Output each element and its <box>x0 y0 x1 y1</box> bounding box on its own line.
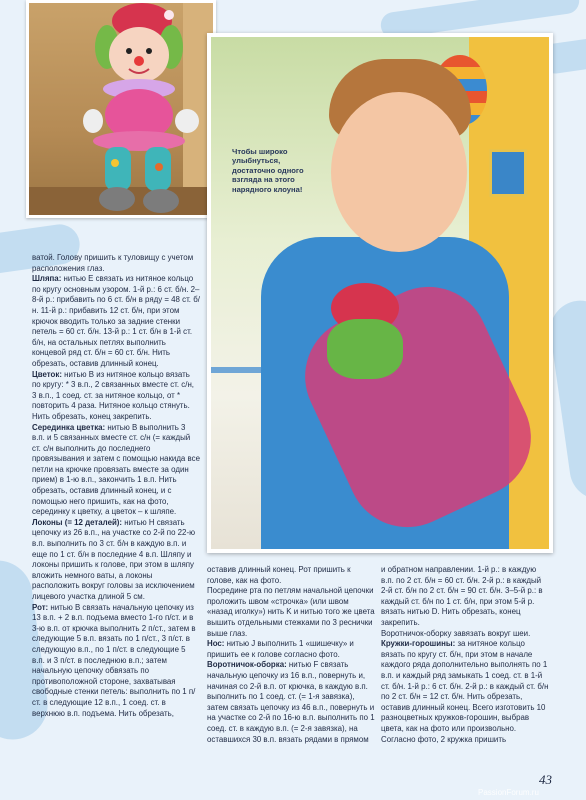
paragraph: ватой. Голову пришить к туловищу с учетом расположения глаз. <box>32 253 194 273</box>
clown-toy-photo <box>26 0 216 218</box>
paragraph: оставив длинный конец. Рот пришить к голове, как на фото. <box>207 565 351 585</box>
paragraph: Воротничок-оборка: нитью F связать начальную цепочку из 16 в.п., повернуть и, начиная со 2-й в.п. от крючка, в каждую в.п. выполнить по 1 соед. ст. (= 1-я завязка), затем связать цепочку из 46 в.п., повернуть и на участке со 2-й по 16-ю в.п. выполнить по 1 соед. ст. в каждую в.п. (= 2-я завязка), на оставшихся 30 в.п. вязать рядами в прямом <box>207 660 375 744</box>
text-column-2 <box>207 565 375 745</box>
site-watermark: PassionForum.ru <box>478 788 539 797</box>
paragraph: Воротничок-оборку завязать вокруг шеи. <box>381 628 531 638</box>
text-column-3 <box>381 565 549 745</box>
photo-caption: Чтобы широко улыбнуться, достаточно одного взгляда на этого нарядного клоуна! <box>232 147 304 194</box>
paragraph: Рот: нитью B связать начальную цепочку из 13 в.п. + 2 в.п. подъема вместо 1-го п/ст. и в 3-ю в.п. от крючка выполнить 2 п/ст., затем в следующие 5 в.п. вязать по 1 п/ст., 3 п/ст. в следующую в.п., по 1 п/ст. в следующие 5 в.п. и 3 п/ст. в последнюю в.п.; затем начальную цепочку обвязать по противоположной стороне, захватывая свободные стенки петель: выполнить по 1 п/ст. в следующие 12 в.п., 1 соед. ст. в верхнюю в.п. подъема. Нить обрезать, <box>32 602 196 718</box>
paragraph: Посредине рта по петлям начальной цепочки проложить швом «строчка» (или швом «назад иголку») нить K и нитью того же цвета вышить отдельными стежками по 3 реснички выше глаз. <box>207 586 375 638</box>
paragraph: Серединка цветка: нитью B выполнить 3 в.п. и 5 связанных вместе ст. с/н (= каждый ст. с/н выполнить до последнего провязывания и затем с помощью накида все петли на крючке провязать вместе за один прием) в 1-ю в.п., закончить 1 в.п. Нить обрезать, оставив длинный конец, и с помощью него пришить, как на фото, серединку к цветку, а цветок – к шляпе. <box>32 422 200 517</box>
page-number: 43 <box>539 772 552 787</box>
paragraph: и обратном направлении. 1-й р.: в каждую в.п. по 2 ст. б/н = 60 ст. б/н. 2-й р.: в каждый 2-й ст. б/н по 2 ст. б/н = 90 ст. б/н. 3–5-й р.: в каждый ст. б/н по 1 ст. б/н, при этом 5-й р. вязать нитью D. Нить обрезать, конец закрепить. <box>381 565 543 627</box>
wall-picture <box>489 149 527 197</box>
text-column-1 <box>32 253 200 719</box>
paragraph: Цветок: нитью B из нитяное кольцо вязать по кругу: * 3 в.п., 2 связанных вместе ст. с/н, 3 в.п., 1 соед. ст. за нитяное кольцо, от * повторить 4 раза. Нитяное кольцо стянуть. Нить обрезать, конец закрепить. <box>32 369 194 421</box>
child-with-clown-photo <box>207 33 553 553</box>
paragraph: Шляпа: нитью E связать из нитяное кольцо по кругу основным узором. 1-й р.: 6 ст. б/н. 2–8-й р.: прибавить по 6 ст. б/н в ряду = 48 ст. б/н. 11-й р.: прибавить 12 ст. б/н, при этом крючок вводить только за задние стенки петель = 60 ст. б/н. 13-й р.: 1 ст. б/н в 1-й ст. б/н, на остальных петлях выполнить концевой ряд ст. б/н = 60 ст. б/н. Нить обрезать, оставив длинный конец. <box>32 274 200 368</box>
paragraph: Кружки-горошины: за нитяное кольцо вязать по кругу ст. б/н, при этом в начале каждого ряда дополнительно выполнять по 1 в.п. и каждый ряд замыкать 1 соед. ст. в 1-й ст. б/н. 1-й р.: 6 ст. б/н. 2-й р.: в каждый ст. б/н по 2 ст. б/н = 12 ст. б/н. Нить обрезать, оставив длинный конец. Всего изготовить 10 разноцветных кружков-горошин, выбрав цвета, как на фото или произвольно. Согласно фото, 2 кружка пришить <box>381 639 549 744</box>
paragraph: Нос: нитью J выполнить 1 «шишечку» и пришить ее к голове согласно фото. <box>207 639 354 659</box>
clown-toy-illustration <box>29 3 216 218</box>
paragraph: Локоны (= 12 деталей): нитью H связать цепочку из 26 в.п., на участке со 2-й по 22-ю в.п. выполнить по 3 ст. б/н в каждую в.п. и еще по 1 ст. б/н в последние 4 в.п. Шляпу и локоны пришить к голове, при этом в шляпу вложить немного ваты, а локоны расположить вокруг головы за исключением лицевого участка длиной 5 см. <box>32 517 195 601</box>
